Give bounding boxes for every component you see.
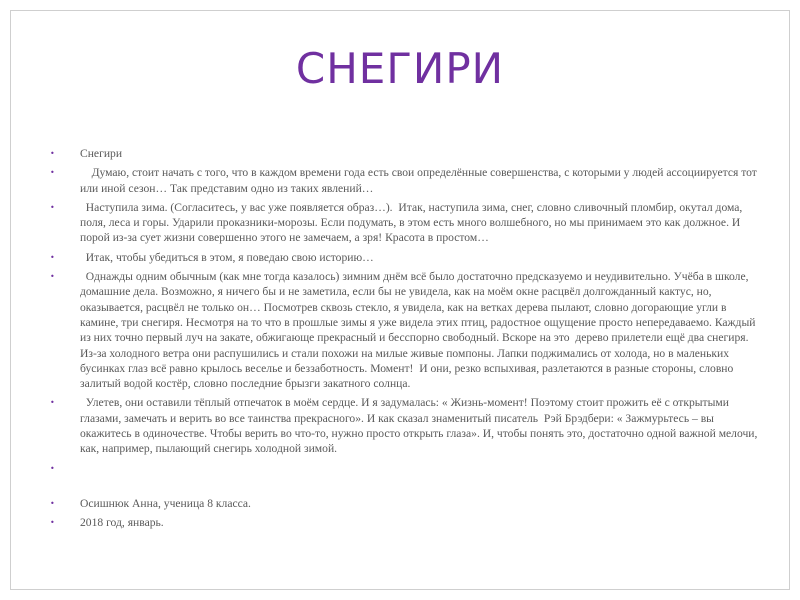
slide-title: СНЕГИРИ [295,44,505,93]
list-item [50,200,760,246]
list-item-text: Однажды одним обычным (как мне тогда казалось) зимним днём всё было достаточно предсказуемо и неудивительно. Учёба в школе, домашние дела. Возможно, я ничего бы и не заметила, если бы не увидела, как на моём окне расцвёл долгожданный кактус, но, оказывается, расцвёл не только он… Посмотрев сквозь стекло, я увидела, как на ветках дерева пылают, словно догорающие угли в камине, три снегиря. Несмотря на то что в прошлые зимы я уже видела этих птиц, радостное ощущение просто непередаваемо. Каждый из них точно первый луч на закате, обжигающе прекрасный и бесспорно свободный. Вскоре на это дерево прилетели ещё два снегиря. Из-за холодного ветра они распушились и стали похожи на милые живые помпоны. Лапки поджимались от холода, но в маленьких бусинках глаз всё равно крылось веселье и беззаботность. Момент! И они, резко вспыхивая, разлетаются в разные стороны, словно залитый водой костёр, словно последние брызги закатного солнца. [80,270,759,391]
list-item [50,165,760,196]
slide-body [50,146,760,534]
list-item [50,461,760,476]
bullet-icon: • [50,252,55,262]
bullet-icon: • [50,202,55,212]
list-item [50,250,760,265]
bullet-icon: • [50,168,55,178]
list-item [50,146,760,161]
date-line: 2018 год, январь. [80,515,164,529]
bullet-icon: • [50,149,55,158]
list-item-text: Улетев, они оставили тёплый отпечаток в моём сердце. И я задумалась: « Жизнь-момент! Поэтому стоит прожить её с открытыми глазами, замечать и верить во все таинства прекрасного». И как сказал знаменитый писатель Рэй Брэдбери: « Зажмурьтесь – вы окажитесь в одиночестве. Чтобы верить во что-то, нужно просто открыть глаза». И, чтобы понять это, достаточно одной важной мелочи, как, например, пылающий снегирь холодной зимой. [80,396,761,456]
list-item-text: Снегири [80,147,123,160]
bullet-icon: • [50,498,55,508]
list-item [50,269,760,391]
list-item [50,496,760,511]
author-line: Осишнюк Анна, ученица 8 класса. [80,496,251,510]
list-item [50,395,760,456]
bullet-icon: • [50,272,55,282]
bullet-icon: • [50,463,55,473]
bullet-icon: • [50,517,55,527]
list-item [50,515,760,530]
list-item-text: Итак, чтобы убедиться в этом, я поведаю свою историю… [80,250,374,264]
list-item-text: Думаю, стоит начать с того, что в каждом времени года есть свои определённые совершенства, с которыми у людей ассоциируется тот или иной сезон… Так представим одно из таких явлений… [80,166,760,195]
bullet-icon: • [50,398,55,408]
list-item-text: Наступила зима. (Согласитесь, у вас уже появляется образ…). Итак, наступила зима, снег, словно сливочный пломбир, окутал дома, поля, леса и горы. Ударили проказники-морозы. Если подумать, в этом есть много волшебного, но мы принимаем это как должное. И порой из-за сует жизни совершенно этого не замечаем, а зря! Красота в простом… [80,200,746,245]
